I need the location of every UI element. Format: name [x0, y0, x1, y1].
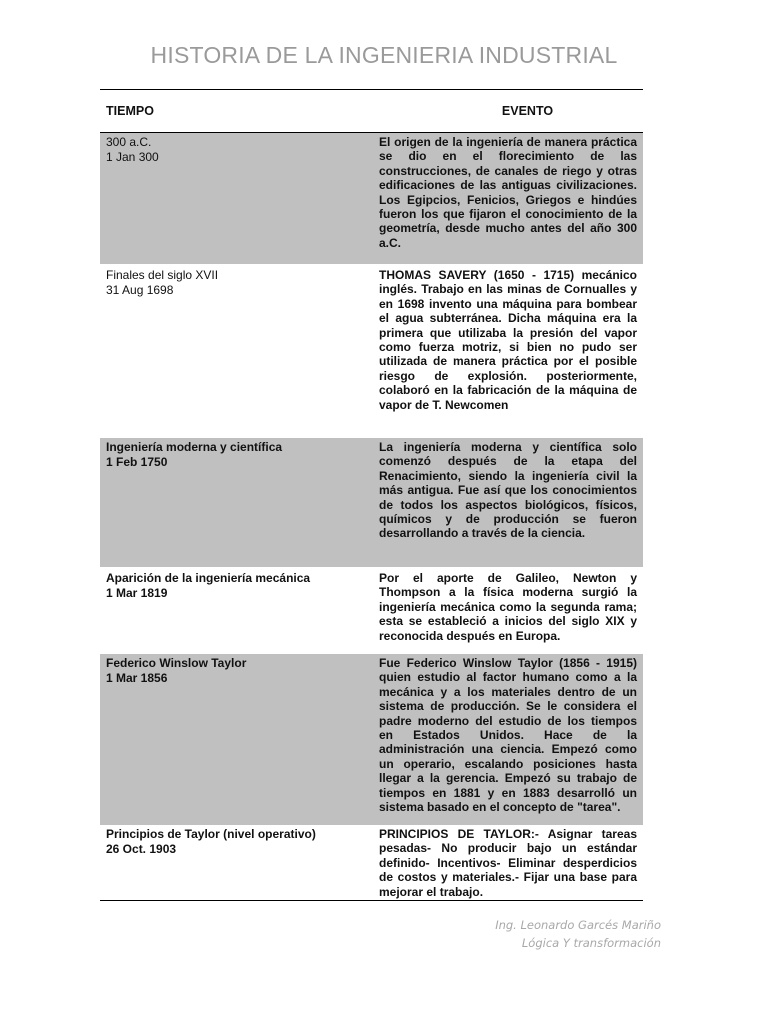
header-tiempo: TIEMPO [106, 104, 154, 118]
table-header [100, 90, 643, 133]
event-cell: THOMAS SAVERY (1650 - 1715) mecánico inglés. Trabajo en las minas de Cornualles y en 1698 invento una máquina para bombear el agua subterránea. Dicha máquina era la primera que utilizaba la presión del vapor como fuerza motriz, si bien no pudo ser utilizada de manera práctica por el posible riesgo de explosión. posteriormente, colaboró en la fabricación de la máquina de vapor de T. Newcomen [379, 268, 637, 412]
header-evento: EVENTO [501, 104, 554, 118]
table-row [100, 654, 643, 825]
event-cell: El origen de la ingeniería de manera práctica se dio en el florecimiento de las construcciones, de canales de riego y otras edificaciones de las antiguas civilizaciones. Los Egipcios, Fenicios, Griegos e hindúes fueron los que fijaron el conocimiento de la geometría, desde mucho antes del año 300 a.C. [379, 135, 637, 250]
date-text: 1 Jan 300 [106, 149, 159, 164]
event-cell: PRINCIPIOS DE TAYLOR:- Asignar tareas pesadas- No producir bajo un estándar definido- Incentivos- Eliminar desperdicios de costos y materiales.- Fijar una base para mejorar el trabajo. [379, 827, 637, 899]
table-row [100, 825, 643, 900]
period-text: 300 a.C. [106, 135, 152, 149]
date-text: 26 Oct. 1903 [106, 841, 177, 856]
table-row [100, 438, 643, 567]
table-row [100, 567, 643, 654]
table-row [100, 133, 643, 264]
period-text: Aparición de la ingeniería mecánica [106, 571, 311, 585]
footer-signature [495, 916, 661, 952]
time-cell [100, 438, 376, 567]
event-cell: Fue Federico Winslow Taylor (1856 - 1915) quien estudio al factor humano como a la mecánica y a los materiales dentro de un sistema de producción. Se le considera el padre moderno del estudio de los tiempos en Estados Unidos. Hace de la administración una ciencia. Empezó como un operario, escalando posiciones hasta llegar a la gerencia. Empezó su trabajo de tiempos en 1881 y en 1883 desarrolló un sistema basado en el concepto de "tarea". [379, 656, 637, 815]
time-cell [100, 569, 376, 654]
event-cell: La ingeniería moderna y científica solo comenzó después de la etapa del Renacimiento, siendo la ingeniería civil la más antigua. Fue así que los conocimientos de todos los aspectos biológicos, físicos, químicos y de producción se fueron desarrollando a través de la ciencia. [379, 440, 637, 541]
period-text: Finales del siglo XVII [106, 268, 219, 282]
period-text: Principios de Taylor (nivel operativo) [106, 827, 316, 841]
footer-author: Ing. Leonardo Garcés Mariño [495, 918, 661, 932]
table-row [100, 264, 643, 438]
period-text: Federico Winslow Taylor [106, 656, 247, 670]
date-text: 1 Mar 1819 [106, 585, 168, 600]
period-text: Ingeniería moderna y científica [106, 440, 283, 454]
date-text: 1 Feb 1750 [106, 454, 168, 469]
date-text: 31 Aug 1698 [106, 282, 174, 297]
time-cell [100, 654, 376, 825]
footer-subject: Lógica Y transformación [521, 936, 661, 950]
date-text: 1 Mar 1856 [106, 670, 168, 685]
page-title: HISTORIA DE LA INGENIERIA INDUSTRIAL [150, 42, 618, 68]
time-cell [100, 825, 376, 900]
event-cell: Por el aporte de Galileo, Newton y Thompson a la física moderna surgió la ingeniería mecánica como la segunda rama; esta se estableció a inicios del siglo XIX y reconocida después en Europa. [379, 571, 637, 643]
history-table [100, 89, 643, 901]
time-cell [100, 133, 376, 264]
time-cell [100, 266, 376, 438]
